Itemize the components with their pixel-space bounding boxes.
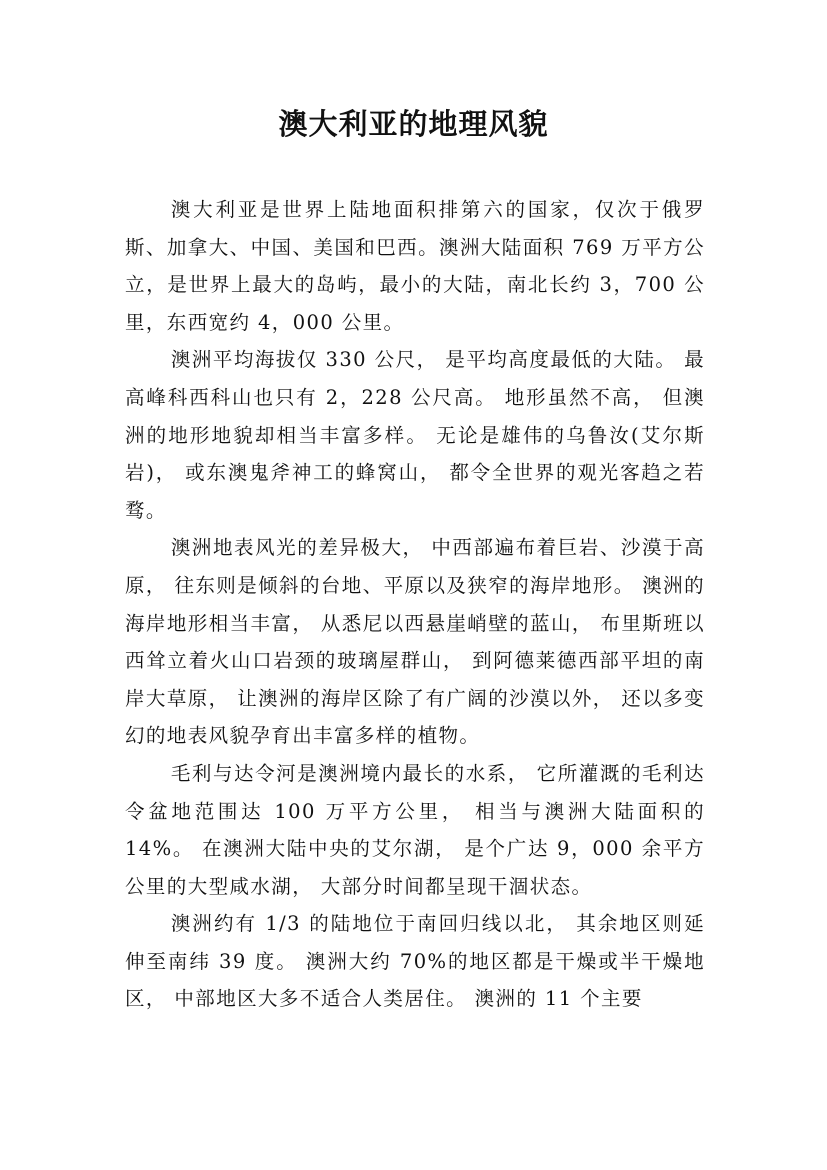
document-body [125,191,705,1018]
paragraph-elevation: 澳洲平均海拔仅 330 公尺， 是平均高度最低的大陆。 最高峰科西科山也只有 2，228 公尺高。 地形虽然不高， 但澳洲的地形地貌却相当丰富多样。 无论是雄伟的乌鲁汝(艾尔斯岩)， 或东澳鬼斧神工的蜂窝山， 都令全世界的观光客趋之若骛。 [125,348,705,522]
paragraph-area: 澳大利亚是世界上陆地面积排第六的国家，仅次于俄罗斯、加拿大、中国、美国和巴西。澳洲大陆面积 769 万平方公立，是世界上最大的岛屿，最小的大陆，南北长约 3，700 公里，东西宽约 4，000 公里。 [125,198,705,334]
paragraph-climate: 澳洲约有 1/3 的陆地位于南回归线以北， 其余地区则延伸至南纬 39 度。 澳洲大约 70%的地区都是干燥或半干燥地区， 中部地区大多不适合人类居住。 澳洲的 11 个主要 [125,912,705,1011]
paragraph-rivers: 毛利与达令河是澳洲境内最长的水系， 它所灌溉的毛利达令盆地范围达 100 万平方公里， 相当与澳洲大陆面积的 14%。 在澳洲大陆中央的艾尔湖， 是个广达 9，000 余平方公里的大型咸水湖， 大部分时间都呈现干涸状态。 [125,761,705,898]
document-title: 澳大利亚的地理风貌 [278,107,549,141]
paragraph-landscape: 澳洲地表风光的差异极大， 中西部遍布着巨岩、沙漠于高原， 往东则是倾斜的台地、平原以及狭窄的海岸地形。 澳洲的海岸地形相当丰富， 从悉尼以西悬崖峭壁的蓝山， 布里斯班以西耸立着火山口岩颈的玻璃屋群山， 到阿德莱德西部平坦的南岸大草原， 让澳洲的海岸区除了有广阔的沙漠以外， 还以多变幻的地表风貌孕育出丰富多样的植物。 [125,536,705,748]
